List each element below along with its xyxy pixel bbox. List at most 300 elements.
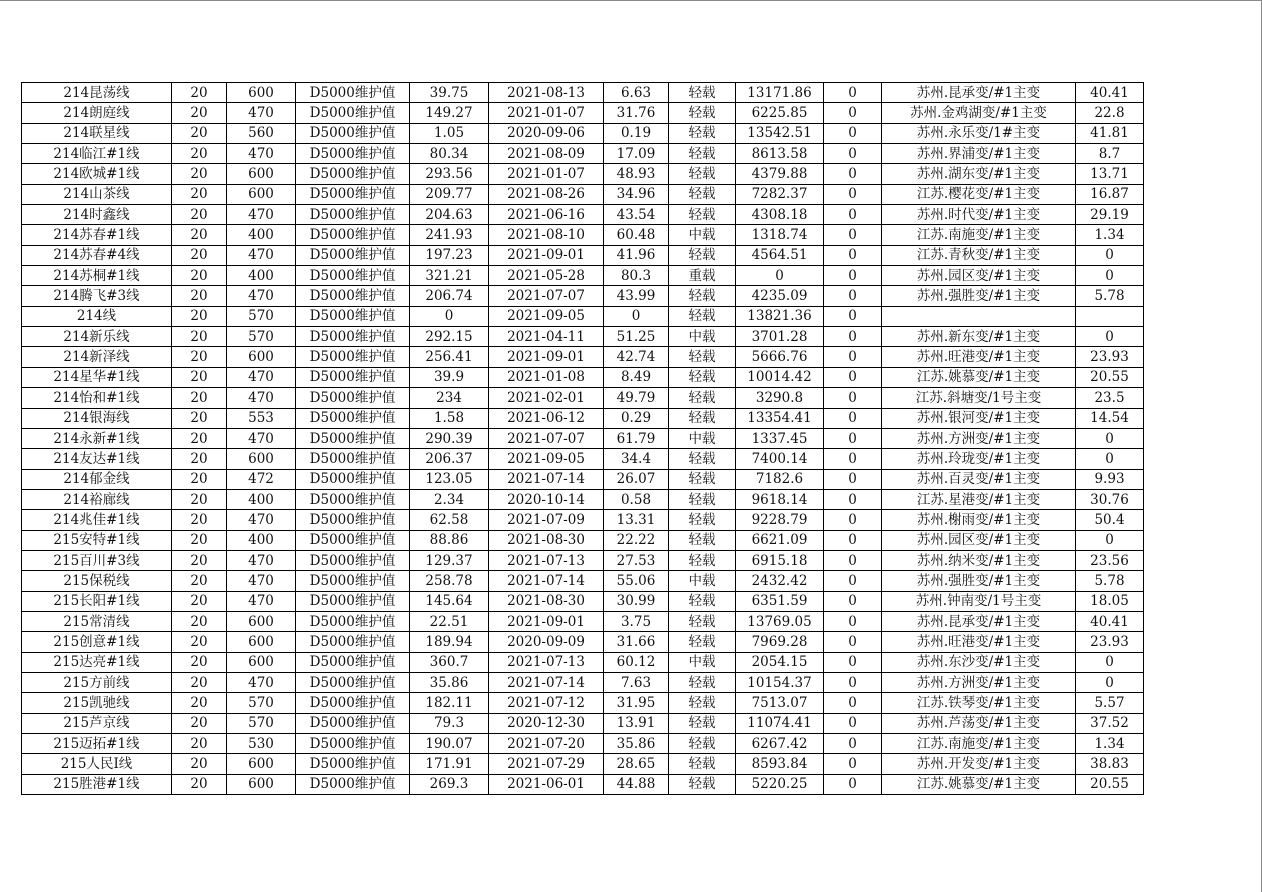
flag-cell: 0 bbox=[824, 428, 882, 448]
table-row bbox=[22, 550, 1144, 570]
transformer-load-cell: 40.41 bbox=[1076, 611, 1144, 631]
voltage-cell: 20 bbox=[172, 571, 227, 591]
rated-current-cell: 470 bbox=[227, 367, 296, 387]
load-status-cell: 轻载 bbox=[669, 123, 736, 143]
date-cell: 2021-07-07 bbox=[489, 286, 604, 306]
transformer-cell: 江苏.铁琴变/#1主变 bbox=[882, 693, 1076, 713]
rated-current-cell: 470 bbox=[227, 591, 296, 611]
rated-current-cell: 470 bbox=[227, 428, 296, 448]
rated-current-cell: 570 bbox=[227, 327, 296, 347]
flag-cell: 0 bbox=[824, 184, 882, 204]
transformer-load-cell: 22.8 bbox=[1076, 103, 1144, 123]
source-cell: D5000维护值 bbox=[296, 754, 410, 774]
date-cell: 2021-01-07 bbox=[489, 164, 604, 184]
load-status-cell: 轻载 bbox=[669, 245, 736, 265]
rated-current-cell: 600 bbox=[227, 449, 296, 469]
flag-cell: 0 bbox=[824, 225, 882, 245]
remaining-capacity-cell: 8593.84 bbox=[736, 754, 824, 774]
flag-cell: 0 bbox=[824, 693, 882, 713]
remaining-capacity-cell: 6225.85 bbox=[736, 103, 824, 123]
current-value-cell: 190.07 bbox=[410, 734, 489, 754]
transformer-load-cell: 16.87 bbox=[1076, 184, 1144, 204]
load-rate-cell: 0.29 bbox=[604, 408, 669, 428]
voltage-cell: 20 bbox=[172, 510, 227, 530]
load-rate-cell: 3.75 bbox=[604, 611, 669, 631]
load-rate-cell: 41.96 bbox=[604, 245, 669, 265]
source-cell: D5000维护值 bbox=[296, 408, 410, 428]
load-rate-cell: 17.09 bbox=[604, 144, 669, 164]
load-rate-cell: 60.48 bbox=[604, 225, 669, 245]
flag-cell: 0 bbox=[824, 306, 882, 326]
source-cell: D5000维护值 bbox=[296, 144, 410, 164]
voltage-cell: 20 bbox=[172, 632, 227, 652]
transformer-load-cell: 23.5 bbox=[1076, 388, 1144, 408]
voltage-cell: 20 bbox=[172, 266, 227, 286]
source-cell: D5000维护值 bbox=[296, 774, 410, 794]
rated-current-cell: 600 bbox=[227, 632, 296, 652]
transformer-cell: 江苏.姚慕变/#1主变 bbox=[882, 774, 1076, 794]
table-row bbox=[22, 632, 1144, 652]
transformer-load-cell: 5.78 bbox=[1076, 286, 1144, 306]
load-status-cell: 轻载 bbox=[669, 469, 736, 489]
table-row bbox=[22, 367, 1144, 387]
line-name-cell: 214银海线 bbox=[22, 408, 172, 428]
line-name-cell: 214新泽线 bbox=[22, 347, 172, 367]
date-cell: 2021-07-07 bbox=[489, 428, 604, 448]
remaining-capacity-cell: 7969.28 bbox=[736, 632, 824, 652]
date-cell: 2021-09-01 bbox=[489, 347, 604, 367]
table-row bbox=[22, 408, 1144, 428]
transformer-cell: 江苏.南施变/#1主变 bbox=[882, 734, 1076, 754]
line-name-cell: 214腾飞#3线 bbox=[22, 286, 172, 306]
load-rate-cell: 8.49 bbox=[604, 367, 669, 387]
flag-cell: 0 bbox=[824, 347, 882, 367]
source-cell: D5000维护值 bbox=[296, 184, 410, 204]
rated-current-cell: 470 bbox=[227, 205, 296, 225]
date-cell: 2021-07-12 bbox=[489, 693, 604, 713]
date-cell: 2021-08-10 bbox=[489, 225, 604, 245]
date-cell: 2021-08-09 bbox=[489, 144, 604, 164]
load-rate-cell: 42.74 bbox=[604, 347, 669, 367]
line-name-cell: 214时鑫线 bbox=[22, 205, 172, 225]
rated-current-cell: 470 bbox=[227, 103, 296, 123]
transformer-cell: 苏州.旺港变/#1主变 bbox=[882, 347, 1076, 367]
rated-current-cell: 560 bbox=[227, 123, 296, 143]
flag-cell: 0 bbox=[824, 83, 882, 103]
source-cell: D5000维护值 bbox=[296, 306, 410, 326]
table-row bbox=[22, 530, 1144, 550]
table-row bbox=[22, 510, 1144, 530]
table-row bbox=[22, 327, 1144, 347]
rated-current-cell: 600 bbox=[227, 652, 296, 672]
date-cell: 2021-06-12 bbox=[489, 408, 604, 428]
transformer-cell: 江苏.姚慕变/#1主变 bbox=[882, 367, 1076, 387]
current-value-cell: 206.74 bbox=[410, 286, 489, 306]
current-value-cell: 129.37 bbox=[410, 550, 489, 570]
source-cell: D5000维护值 bbox=[296, 489, 410, 509]
flag-cell: 0 bbox=[824, 713, 882, 733]
voltage-cell: 20 bbox=[172, 550, 227, 570]
source-cell: D5000维护值 bbox=[296, 388, 410, 408]
current-value-cell: 80.34 bbox=[410, 144, 489, 164]
load-rate-cell: 0 bbox=[604, 306, 669, 326]
transformer-load-cell: 0 bbox=[1076, 245, 1144, 265]
voltage-cell: 20 bbox=[172, 225, 227, 245]
transformer-cell: 苏州.昆承变/#1主变 bbox=[882, 611, 1076, 631]
line-name-cell: 214苏春#4线 bbox=[22, 245, 172, 265]
transformer-cell: 苏州.银河变/#1主变 bbox=[882, 408, 1076, 428]
rated-current-cell: 400 bbox=[227, 530, 296, 550]
voltage-cell: 20 bbox=[172, 693, 227, 713]
current-value-cell: 234 bbox=[410, 388, 489, 408]
line-name-cell: 215胜港#1线 bbox=[22, 774, 172, 794]
transformer-load-cell: 41.81 bbox=[1076, 123, 1144, 143]
transformer-load-cell: 0 bbox=[1076, 428, 1144, 448]
line-name-cell: 215创意#1线 bbox=[22, 632, 172, 652]
table-row bbox=[22, 123, 1144, 143]
current-value-cell: 171.91 bbox=[410, 754, 489, 774]
rated-current-cell: 400 bbox=[227, 489, 296, 509]
line-name-cell: 214临江#1线 bbox=[22, 144, 172, 164]
current-value-cell: 206.37 bbox=[410, 449, 489, 469]
table-row bbox=[22, 286, 1144, 306]
voltage-cell: 20 bbox=[172, 103, 227, 123]
transformer-cell: 苏州.时代变/#1主变 bbox=[882, 205, 1076, 225]
date-cell: 2020-12-30 bbox=[489, 713, 604, 733]
remaining-capacity-cell: 11074.41 bbox=[736, 713, 824, 733]
current-value-cell: 145.64 bbox=[410, 591, 489, 611]
flag-cell: 0 bbox=[824, 266, 882, 286]
remaining-capacity-cell: 13354.41 bbox=[736, 408, 824, 428]
source-cell: D5000维护值 bbox=[296, 713, 410, 733]
flag-cell: 0 bbox=[824, 754, 882, 774]
remaining-capacity-cell: 6621.09 bbox=[736, 530, 824, 550]
load-rate-cell: 31.66 bbox=[604, 632, 669, 652]
transformer-load-cell: 0 bbox=[1076, 672, 1144, 692]
table-row bbox=[22, 469, 1144, 489]
remaining-capacity-cell: 1318.74 bbox=[736, 225, 824, 245]
table-body bbox=[22, 83, 1144, 795]
remaining-capacity-cell: 4379.88 bbox=[736, 164, 824, 184]
source-cell: D5000维护值 bbox=[296, 611, 410, 631]
voltage-cell: 20 bbox=[172, 347, 227, 367]
current-value-cell: 204.63 bbox=[410, 205, 489, 225]
date-cell: 2021-01-08 bbox=[489, 367, 604, 387]
load-rate-cell: 61.79 bbox=[604, 428, 669, 448]
load-status-cell: 轻载 bbox=[669, 205, 736, 225]
date-cell: 2021-06-01 bbox=[489, 774, 604, 794]
transformer-cell: 苏州.园区变/#1主变 bbox=[882, 530, 1076, 550]
load-status-cell: 轻载 bbox=[669, 286, 736, 306]
line-name-cell: 215百川#3线 bbox=[22, 550, 172, 570]
flag-cell: 0 bbox=[824, 449, 882, 469]
transformer-load-cell: 20.55 bbox=[1076, 774, 1144, 794]
current-value-cell: 256.41 bbox=[410, 347, 489, 367]
table-row bbox=[22, 489, 1144, 509]
rated-current-cell: 553 bbox=[227, 408, 296, 428]
flag-cell: 0 bbox=[824, 550, 882, 570]
transformer-cell: 苏州.东沙变/#1主变 bbox=[882, 652, 1076, 672]
flag-cell: 0 bbox=[824, 327, 882, 347]
line-name-cell: 214山茶线 bbox=[22, 184, 172, 204]
load-rate-cell: 22.22 bbox=[604, 530, 669, 550]
date-cell: 2021-07-13 bbox=[489, 550, 604, 570]
table-row bbox=[22, 205, 1144, 225]
source-cell: D5000维护值 bbox=[296, 286, 410, 306]
date-cell: 2021-09-01 bbox=[489, 611, 604, 631]
load-status-cell: 轻载 bbox=[669, 754, 736, 774]
source-cell: D5000维护值 bbox=[296, 510, 410, 530]
load-status-cell: 轻载 bbox=[669, 367, 736, 387]
remaining-capacity-cell: 4235.09 bbox=[736, 286, 824, 306]
date-cell: 2021-08-30 bbox=[489, 530, 604, 550]
line-name-cell: 215安特#1线 bbox=[22, 530, 172, 550]
flag-cell: 0 bbox=[824, 672, 882, 692]
current-value-cell: 79.3 bbox=[410, 713, 489, 733]
current-value-cell: 293.56 bbox=[410, 164, 489, 184]
table-row bbox=[22, 449, 1144, 469]
date-cell: 2021-04-11 bbox=[489, 327, 604, 347]
table-row bbox=[22, 428, 1144, 448]
rated-current-cell: 570 bbox=[227, 713, 296, 733]
table-row bbox=[22, 144, 1144, 164]
load-rate-cell: 35.86 bbox=[604, 734, 669, 754]
date-cell: 2021-07-14 bbox=[489, 469, 604, 489]
rated-current-cell: 470 bbox=[227, 388, 296, 408]
transformer-load-cell: 37.52 bbox=[1076, 713, 1144, 733]
transformer-cell: 苏州.开发变/#1主变 bbox=[882, 754, 1076, 774]
load-status-cell: 轻载 bbox=[669, 611, 736, 631]
remaining-capacity-cell: 13821.36 bbox=[736, 306, 824, 326]
transformer-cell: 苏州.永乐变/1#主变 bbox=[882, 123, 1076, 143]
date-cell: 2021-01-07 bbox=[489, 103, 604, 123]
load-status-cell: 轻载 bbox=[669, 774, 736, 794]
line-name-cell: 214欧城#1线 bbox=[22, 164, 172, 184]
rated-current-cell: 470 bbox=[227, 510, 296, 530]
remaining-capacity-cell: 1337.45 bbox=[736, 428, 824, 448]
source-cell: D5000维护值 bbox=[296, 205, 410, 225]
rated-current-cell: 470 bbox=[227, 550, 296, 570]
flag-cell: 0 bbox=[824, 734, 882, 754]
table-row bbox=[22, 306, 1144, 326]
line-name-cell: 215方前线 bbox=[22, 672, 172, 692]
table-row bbox=[22, 754, 1144, 774]
table-row bbox=[22, 774, 1144, 794]
rated-current-cell: 570 bbox=[227, 306, 296, 326]
date-cell: 2021-09-05 bbox=[489, 306, 604, 326]
source-cell: D5000维护值 bbox=[296, 103, 410, 123]
date-cell: 2021-08-30 bbox=[489, 591, 604, 611]
load-rate-cell: 0.19 bbox=[604, 123, 669, 143]
remaining-capacity-cell: 4564.51 bbox=[736, 245, 824, 265]
transformer-cell: 苏州.新东变/#1主变 bbox=[882, 327, 1076, 347]
transformer-load-cell: 1.34 bbox=[1076, 225, 1144, 245]
date-cell: 2021-02-01 bbox=[489, 388, 604, 408]
source-cell: D5000维护值 bbox=[296, 672, 410, 692]
current-value-cell: 1.58 bbox=[410, 408, 489, 428]
load-rate-cell: 28.65 bbox=[604, 754, 669, 774]
load-rate-cell: 60.12 bbox=[604, 652, 669, 672]
table-row bbox=[22, 83, 1144, 103]
table-row bbox=[22, 672, 1144, 692]
table-row bbox=[22, 388, 1144, 408]
date-cell: 2021-07-29 bbox=[489, 754, 604, 774]
table-row bbox=[22, 693, 1144, 713]
source-cell: D5000维护值 bbox=[296, 245, 410, 265]
table-row bbox=[22, 734, 1144, 754]
load-rate-cell: 34.4 bbox=[604, 449, 669, 469]
line-name-cell: 215达亮#1线 bbox=[22, 652, 172, 672]
flag-cell: 0 bbox=[824, 530, 882, 550]
load-status-cell: 中载 bbox=[669, 428, 736, 448]
rated-current-cell: 570 bbox=[227, 693, 296, 713]
remaining-capacity-cell: 7513.07 bbox=[736, 693, 824, 713]
flag-cell: 0 bbox=[824, 144, 882, 164]
voltage-cell: 20 bbox=[172, 469, 227, 489]
load-status-cell: 轻载 bbox=[669, 388, 736, 408]
line-name-cell: 214裕廊线 bbox=[22, 489, 172, 509]
date-cell: 2021-06-16 bbox=[489, 205, 604, 225]
transformer-load-cell: 29.19 bbox=[1076, 205, 1144, 225]
voltage-cell: 20 bbox=[172, 327, 227, 347]
current-value-cell: 182.11 bbox=[410, 693, 489, 713]
source-cell: D5000维护值 bbox=[296, 449, 410, 469]
voltage-cell: 20 bbox=[172, 734, 227, 754]
voltage-cell: 20 bbox=[172, 83, 227, 103]
transformer-cell: 苏州.榭雨变/#1主变 bbox=[882, 510, 1076, 530]
load-status-cell: 中载 bbox=[669, 571, 736, 591]
table-row bbox=[22, 571, 1144, 591]
load-status-cell: 轻载 bbox=[669, 449, 736, 469]
load-status-cell: 轻载 bbox=[669, 489, 736, 509]
load-rate-cell: 55.06 bbox=[604, 571, 669, 591]
voltage-cell: 20 bbox=[172, 449, 227, 469]
flag-cell: 0 bbox=[824, 611, 882, 631]
transformer-load-cell: 50.4 bbox=[1076, 510, 1144, 530]
transformer-cell: 江苏.斜塘变/1号主变 bbox=[882, 388, 1076, 408]
source-cell: D5000维护值 bbox=[296, 571, 410, 591]
voltage-cell: 20 bbox=[172, 713, 227, 733]
transformer-cell: 苏州.湖东变/#1主变 bbox=[882, 164, 1076, 184]
transformer-cell: 苏州.昆承变/#1主变 bbox=[882, 83, 1076, 103]
rated-current-cell: 600 bbox=[227, 347, 296, 367]
transformer-load-cell: 40.41 bbox=[1076, 83, 1144, 103]
rated-current-cell: 600 bbox=[227, 164, 296, 184]
current-value-cell: 290.39 bbox=[410, 428, 489, 448]
rated-current-cell: 600 bbox=[227, 83, 296, 103]
current-value-cell: 197.23 bbox=[410, 245, 489, 265]
transformer-cell: 苏州.界浦变/#1主变 bbox=[882, 144, 1076, 164]
current-value-cell: 39.75 bbox=[410, 83, 489, 103]
remaining-capacity-cell: 6351.59 bbox=[736, 591, 824, 611]
transformer-load-cell: 20.55 bbox=[1076, 367, 1144, 387]
line-name-cell: 215迈拓#1线 bbox=[22, 734, 172, 754]
line-name-cell: 215人民I线 bbox=[22, 754, 172, 774]
load-status-cell: 轻载 bbox=[669, 510, 736, 530]
current-value-cell: 258.78 bbox=[410, 571, 489, 591]
transformer-load-cell: 5.57 bbox=[1076, 693, 1144, 713]
flag-cell: 0 bbox=[824, 489, 882, 509]
flag-cell: 0 bbox=[824, 205, 882, 225]
line-name-cell: 214联星线 bbox=[22, 123, 172, 143]
transformer-cell: 苏州.方洲变/#1主变 bbox=[882, 428, 1076, 448]
flag-cell: 0 bbox=[824, 408, 882, 428]
table-row bbox=[22, 225, 1144, 245]
voltage-cell: 20 bbox=[172, 408, 227, 428]
rated-current-cell: 600 bbox=[227, 754, 296, 774]
current-value-cell: 292.15 bbox=[410, 327, 489, 347]
flag-cell: 0 bbox=[824, 774, 882, 794]
voltage-cell: 20 bbox=[172, 123, 227, 143]
transformer-load-cell: 0 bbox=[1076, 530, 1144, 550]
remaining-capacity-cell: 2054.15 bbox=[736, 652, 824, 672]
current-value-cell: 39.9 bbox=[410, 367, 489, 387]
line-name-cell: 214星华#1线 bbox=[22, 367, 172, 387]
rated-current-cell: 400 bbox=[227, 225, 296, 245]
transformer-cell: 苏州.旺港变/#1主变 bbox=[882, 632, 1076, 652]
load-status-cell: 轻载 bbox=[669, 693, 736, 713]
remaining-capacity-cell: 9618.14 bbox=[736, 489, 824, 509]
flag-cell: 0 bbox=[824, 469, 882, 489]
remaining-capacity-cell: 7182.6 bbox=[736, 469, 824, 489]
remaining-capacity-cell: 6915.18 bbox=[736, 550, 824, 570]
rated-current-cell: 472 bbox=[227, 469, 296, 489]
voltage-cell: 20 bbox=[172, 164, 227, 184]
remaining-capacity-cell: 0 bbox=[736, 266, 824, 286]
load-status-cell: 轻载 bbox=[669, 530, 736, 550]
load-rate-cell: 51.25 bbox=[604, 327, 669, 347]
rated-current-cell: 530 bbox=[227, 734, 296, 754]
load-status-cell: 轻载 bbox=[669, 408, 736, 428]
transformer-load-cell: 1.34 bbox=[1076, 734, 1144, 754]
transformer-load-cell: 8.7 bbox=[1076, 144, 1144, 164]
transformer-load-cell: 13.71 bbox=[1076, 164, 1144, 184]
transformer-load-cell: 0 bbox=[1076, 652, 1144, 672]
source-cell: D5000维护值 bbox=[296, 164, 410, 184]
rated-current-cell: 600 bbox=[227, 184, 296, 204]
source-cell: D5000维护值 bbox=[296, 428, 410, 448]
transformer-load-cell: 0 bbox=[1076, 449, 1144, 469]
date-cell: 2021-07-14 bbox=[489, 672, 604, 692]
source-cell: D5000维护值 bbox=[296, 632, 410, 652]
source-cell: D5000维护值 bbox=[296, 347, 410, 367]
load-rate-cell: 43.99 bbox=[604, 286, 669, 306]
current-value-cell: 22.51 bbox=[410, 611, 489, 631]
line-name-cell: 215凯驰线 bbox=[22, 693, 172, 713]
transformer-cell: 苏州.金鸡湖变/#1主变 bbox=[882, 103, 1076, 123]
transformer-load-cell: 30.76 bbox=[1076, 489, 1144, 509]
voltage-cell: 20 bbox=[172, 245, 227, 265]
remaining-capacity-cell: 4308.18 bbox=[736, 205, 824, 225]
load-status-cell: 轻载 bbox=[669, 734, 736, 754]
load-rate-cell: 44.88 bbox=[604, 774, 669, 794]
flag-cell: 0 bbox=[824, 164, 882, 184]
data-table bbox=[21, 82, 1144, 795]
load-status-cell: 轻载 bbox=[669, 144, 736, 164]
line-name-cell: 214兆佳#1线 bbox=[22, 510, 172, 530]
voltage-cell: 20 bbox=[172, 489, 227, 509]
transformer-load-cell: 23.93 bbox=[1076, 632, 1144, 652]
load-status-cell: 中载 bbox=[669, 327, 736, 347]
transformer-cell: 苏州.园区变/#1主变 bbox=[882, 266, 1076, 286]
load-rate-cell: 34.96 bbox=[604, 184, 669, 204]
table-row bbox=[22, 266, 1144, 286]
voltage-cell: 20 bbox=[172, 672, 227, 692]
flag-cell: 0 bbox=[824, 510, 882, 530]
load-rate-cell: 0.58 bbox=[604, 489, 669, 509]
current-value-cell: 62.58 bbox=[410, 510, 489, 530]
remaining-capacity-cell: 13542.51 bbox=[736, 123, 824, 143]
